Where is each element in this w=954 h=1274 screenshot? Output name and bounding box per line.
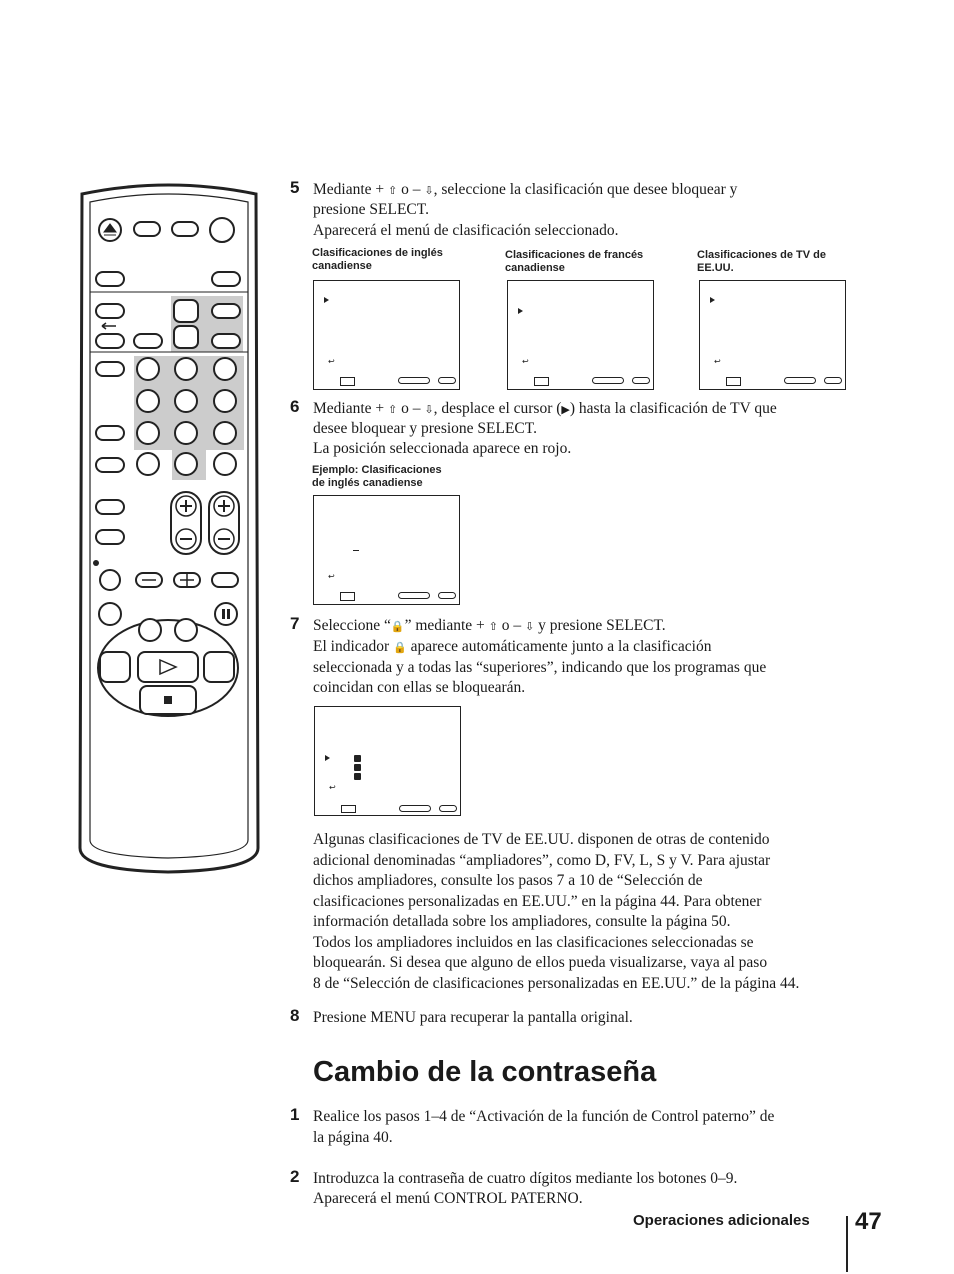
- step-line: [313, 616, 666, 638]
- padlock-icon: [354, 773, 361, 780]
- note-line: Algunas clasificaciones de TV de EE.UU. disponen de otras de contenido: [313, 831, 770, 848]
- note-line: clasificaciones personalizadas en EE.UU.” en la página 44. Para obtener: [313, 892, 762, 910]
- up-outline-arrow-icon: ⇧: [388, 184, 398, 197]
- padlock-icon: [354, 755, 361, 762]
- footer-divider: [846, 1216, 848, 1272]
- text: o –: [501, 617, 522, 634]
- note-line: Todos los ampliadores incluidos en las clasificaciones seleccionadas se: [313, 933, 754, 951]
- menu-pill-icon: [438, 592, 456, 599]
- tv-screen-us-tv: [699, 280, 846, 390]
- note-line: información detallada sobre los ampliadores, consulte la página 50.: [313, 913, 731, 930]
- step-number: 6: [290, 397, 300, 416]
- step-line: Introduzca la contraseña de cuatro dígitos mediante los botones 0–9.: [313, 1170, 738, 1187]
- text: , desplace el cursor (: [433, 400, 562, 417]
- down-outline-arrow-icon: ⇩: [424, 184, 434, 197]
- text: Mediante +: [313, 400, 385, 417]
- caption-line: Clasificaciones de francés: [505, 249, 644, 261]
- note-line: 8 de “Selección de clasificaciones personalizadas en EE.UU.” de la página 44.: [313, 974, 800, 992]
- step-number: 2: [290, 1167, 300, 1186]
- step-line: coincidan con ellas se bloquearán.: [313, 679, 526, 696]
- caption-line: de inglés canadiense: [312, 477, 423, 489]
- note-line: dichos ampliadores, consulte los pasos 7 a 10 de “Selección de: [313, 872, 703, 889]
- return-icon: ↩: [328, 572, 335, 581]
- right-triangle-icon: [710, 297, 715, 303]
- remote-control-illustration: [76, 180, 262, 874]
- padlock-icon: [354, 764, 361, 771]
- footer-section-name: Operaciones adicionales: [633, 1212, 810, 1229]
- step-number: 8: [290, 1006, 300, 1025]
- step-line: La posición seleccionada aparece en rojo.: [313, 440, 572, 457]
- padlock-icon: 🔒: [393, 641, 407, 654]
- down-outline-arrow-icon: ⇩: [424, 403, 434, 416]
- padlock-icon: 🔒: [390, 620, 405, 633]
- caption-english-canada: [312, 247, 443, 273]
- return-icon: ↩: [522, 357, 529, 366]
- note-paragraph: [313, 830, 853, 994]
- right-triangle-icon: [324, 297, 329, 303]
- section-heading: Cambio de la contraseña: [313, 1056, 657, 1088]
- menu-pill-icon: [439, 805, 457, 812]
- step-line: seleccionada y a todas las “superiores”, indicando que los programas que: [313, 659, 767, 676]
- text: o –: [401, 400, 421, 417]
- caption-line: Clasificaciones de TV de: [697, 249, 826, 261]
- return-icon: ↩: [329, 783, 336, 792]
- select-icon: [726, 377, 741, 386]
- return-icon: ↩: [328, 357, 335, 366]
- select-icon: [534, 377, 549, 386]
- text: , seleccione la clasificación que desee bloquear y: [433, 181, 738, 198]
- caption-example: [312, 464, 442, 490]
- text: ) hasta la clasificación de TV que: [569, 400, 777, 417]
- step-line: Aparecerá el menú de clasificación seleccionado.: [313, 222, 619, 239]
- menu-pill-icon: [398, 377, 430, 384]
- note-line: bloquearán. Si desea que alguno de ellos pueda visualizarse, vaya al paso: [313, 954, 768, 971]
- step-line: Aparecerá el menú CONTROL PATERNO.: [313, 1190, 583, 1207]
- down-outline-arrow-icon: ⇩: [525, 620, 535, 633]
- tv-screen-example: [313, 495, 460, 605]
- caption-line: canadiense: [505, 262, 565, 274]
- right-triangle-icon: [325, 755, 330, 761]
- step-number: 5: [290, 178, 300, 197]
- up-outline-arrow-icon: ⇧: [488, 620, 498, 633]
- text: ” mediante +: [404, 617, 485, 634]
- step-line: [313, 399, 777, 421]
- caption-french-canada: [505, 249, 643, 275]
- step-line: [313, 637, 711, 659]
- step-line: desee bloquear y presione SELECT.: [313, 420, 537, 437]
- up-outline-arrow-icon: ⇧: [388, 403, 398, 416]
- text: El indicador: [313, 638, 390, 655]
- menu-pill-icon: [438, 377, 456, 384]
- remote-control-drawing: [76, 180, 262, 874]
- step-number: 7: [290, 614, 300, 633]
- caption-us-tv: [697, 249, 826, 275]
- step-line: Realice los pasos 1–4 de “Activación de la función de Control paterno” de: [313, 1108, 775, 1125]
- step-line: [313, 180, 737, 202]
- right-triangle-icon: [518, 308, 523, 314]
- caption-line: canadiense: [312, 260, 372, 272]
- step-line: presione SELECT.: [313, 201, 429, 218]
- page-number: 47: [855, 1208, 882, 1235]
- select-icon: [340, 377, 355, 386]
- step-8-text: Presione MENU para recuperar la pantalla original.: [313, 1009, 633, 1026]
- step-number: 1: [290, 1105, 300, 1124]
- text: y presione SELECT.: [538, 617, 666, 634]
- text: aparece automáticamente junto a la clasificación: [410, 638, 712, 655]
- right-triangle-icon: ▶: [561, 404, 570, 416]
- return-icon: ↩: [714, 357, 721, 366]
- menu-pill-icon: [632, 377, 650, 384]
- menu-pill-icon: [398, 592, 430, 599]
- text: Mediante +: [313, 181, 385, 198]
- menu-pill-icon: [399, 805, 431, 812]
- menu-pill-icon: [592, 377, 624, 384]
- text: o –: [401, 181, 421, 198]
- caption-line: Clasificaciones de inglés: [312, 247, 443, 259]
- cursor-mark: [353, 550, 359, 551]
- menu-pill-icon: [824, 377, 842, 384]
- select-icon: [341, 805, 356, 813]
- tv-screen-locked: [314, 706, 461, 816]
- menu-pill-icon: [784, 377, 816, 384]
- tv-screen-english-canada: [313, 280, 460, 390]
- step-line: la página 40.: [313, 1129, 393, 1146]
- select-icon: [340, 592, 355, 601]
- caption-line: Ejemplo: Clasificaciones: [312, 464, 442, 476]
- caption-line: EE.UU.: [697, 262, 734, 274]
- text: Seleccione “: [313, 617, 391, 634]
- note-line: adicional denominadas “ampliadores”, como D, FV, L, S y V. Para ajustar: [313, 851, 771, 869]
- tv-screen-french-canada: [507, 280, 654, 390]
